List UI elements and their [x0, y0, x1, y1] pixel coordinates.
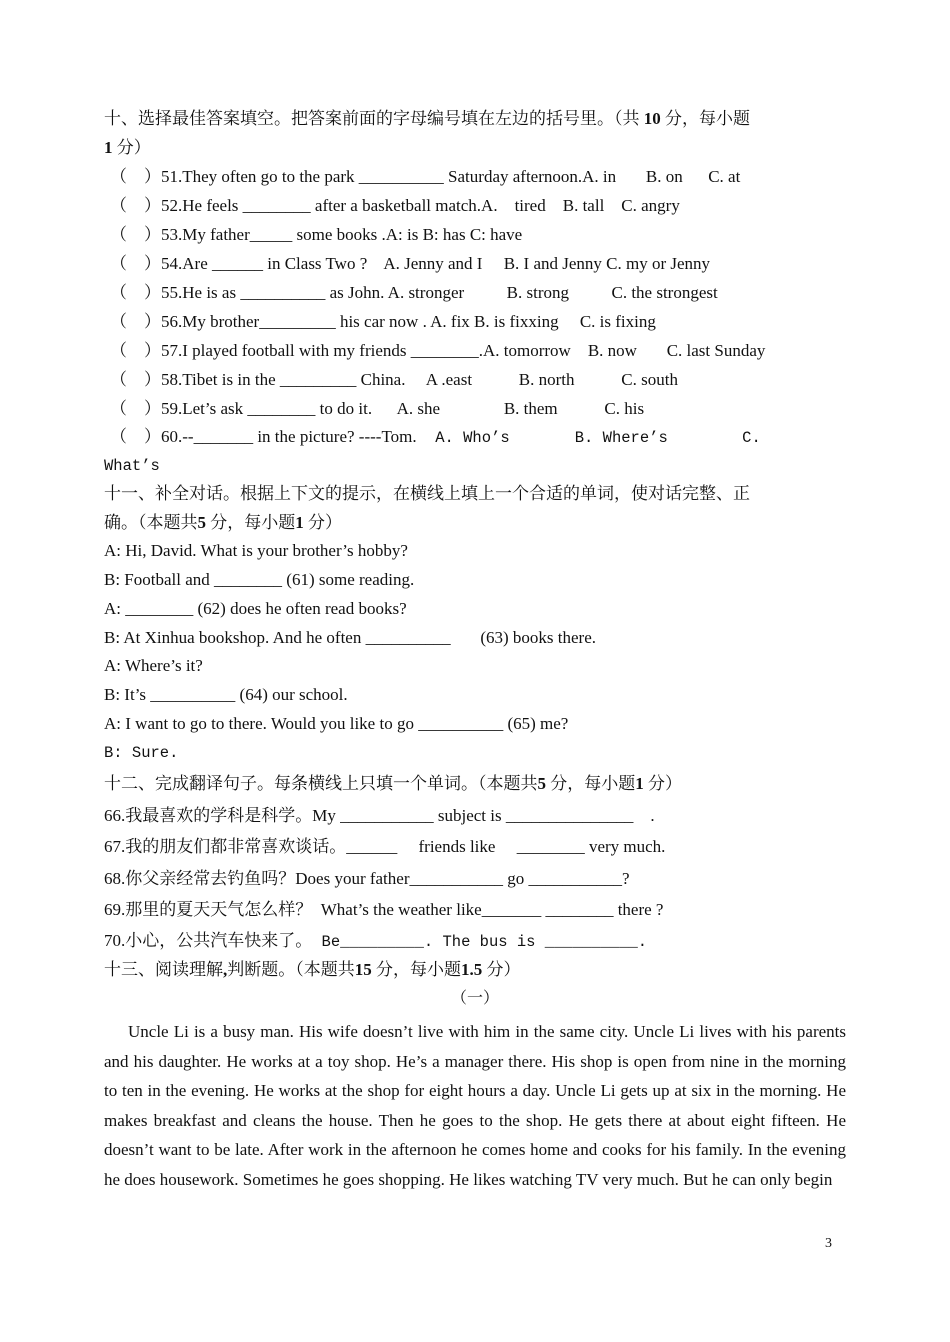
- question-57: （ ）57.I played football with my friends ________.A. tomorrow B. now C. last Sunday: [110, 341, 766, 360]
- passage-subheading: （一）: [450, 990, 499, 1007]
- translation-69: 69.那里的夏天天气怎么样？ What’s the weather like_______ ________ there ?: [104, 900, 664, 919]
- translation-67: 67.我的朋友们都非常喜欢谈话。______ friends like ________ very much.: [104, 837, 666, 856]
- section-11-heading-cont: 确。（本题共5 分，每小题1 分）: [104, 513, 342, 532]
- section-10-heading: 十、选择最佳答案填空。把答案前面的字母编号填在左边的括号里。（共 10 分，每小题: [104, 109, 750, 128]
- dialogue-line-4: B: At Xinhua bookshop. And he often __________ (63) books there.: [104, 628, 597, 647]
- question-54: （ ）54.Are ______ in Class Two ? A. Jenny and I B. I and Jenny C. my or Jenny: [110, 254, 711, 273]
- dialogue-line-3: A: ________ (62) does he often read books?: [104, 599, 407, 618]
- question-53: （ ）53.My father_____ some books .A: is B: has C: have: [110, 225, 523, 244]
- reading-passage: Uncle Li is a busy man. His wife doesn’t live with him in the same city. Uncle Li lives with his parents and his daughter. He works at a toy shop. He’s a manager there. His shop is open from nine in the morning to ten in the evening. He works at the shop for eight hours a day. Uncle Li gets up at six in the morning. He makes breakfast and cleans the house. Then he goes to the shop. He gets there at about eight fifteen. He doesn’t want to be late. After work in the afternoon he comes home and cooks for his family. In the evening he does housework. Sometimes he goes shopping. He likes watching TV very much. But he can only begin: [104, 1022, 846, 1189]
- translation-68: 68.你父亲经常去钓鱼吗？Does your father___________ go ___________?: [104, 869, 630, 888]
- section-13-heading: 十三、阅读理解,判断题。（本题共15 分，每小题1.5 分）: [104, 960, 521, 979]
- question-55: （ ）55.He is as __________ as John. A. stronger B. strong C. the strongest: [110, 283, 718, 302]
- translation-70: 70.小心，公共汽车快来了。 Be_________. The bus is __________.: [104, 931, 648, 951]
- question-60-cont: What’s: [104, 457, 160, 475]
- dialogue-line-1: A: Hi, David. What is your brother’s hobby?: [104, 541, 408, 560]
- dialogue-line-5: A: Where’s it?: [104, 656, 203, 675]
- dialogue-line-2: B: Football and ________ (61) some reading.: [104, 570, 415, 589]
- question-60: （ ）60.--_______ in the picture? ----Tom. A. Who’s B. Where’s C.: [110, 427, 761, 447]
- page-number: 3: [825, 1236, 832, 1251]
- section-10-heading-cont: 1 分）: [104, 138, 151, 157]
- question-58: （ ）58.Tibet is in the _________ China. A .east B. north C. south: [110, 370, 678, 389]
- question-52: （ ）52.He feels ________ after a basketball match.A. tired B. tall C. angry: [110, 196, 680, 215]
- dialogue-line-6: B: It’s __________ (64) our school.: [104, 685, 348, 704]
- dialogue-line-7: A: I want to go to there. Would you like to go __________ (65) me?: [104, 714, 569, 733]
- question-51: （ ）51.They often go to the park __________ Saturday afternoon.A. in B. on C. at: [110, 167, 741, 186]
- section-12-heading: 十二、完成翻译句子。每条横线上只填一个单词。（本题共5 分，每小题1 分）: [104, 774, 682, 793]
- dialogue-line-8: B: Sure.: [104, 744, 179, 762]
- question-59: （ ）59.Let’s ask ________ to do it. A. she B. them C. his: [110, 399, 645, 418]
- translation-66: 66.我最喜欢的学科是科学。My ___________ subject is _______________ .: [104, 806, 655, 825]
- section-11-heading: 十一、补全对话。根据上下文的提示，在横线上填上一个合适的单词，使对话完整、正: [104, 484, 750, 503]
- question-56: （ ）56.My brother_________ his car now . A. fix B. is fixxing C. is fixing: [110, 312, 656, 331]
